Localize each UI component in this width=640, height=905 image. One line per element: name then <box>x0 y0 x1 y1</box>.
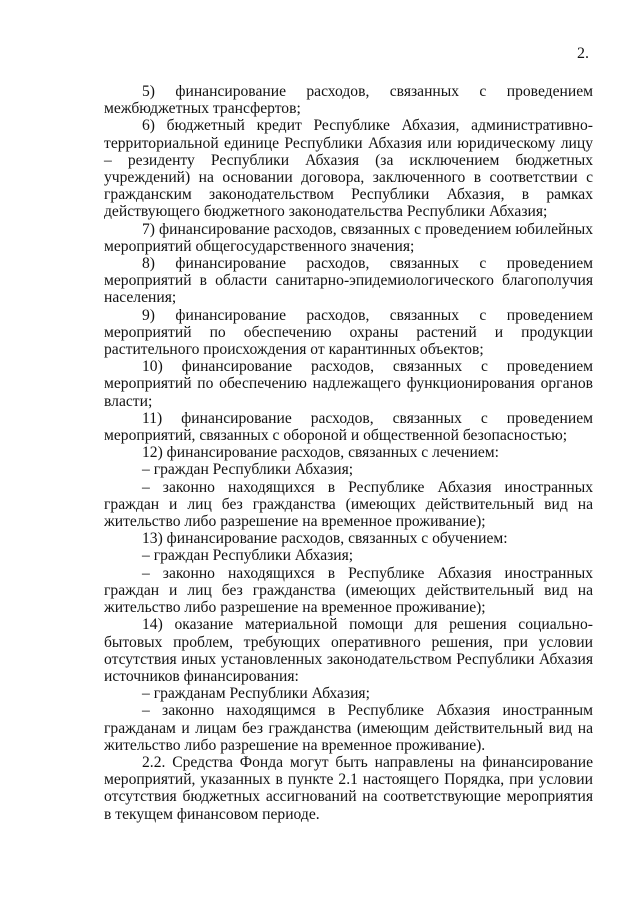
paragraph-item-8: 8) финансирование расходов, связанных с проведением мероприятий в области санитарно-эпидемиологического благополучия населения; <box>104 255 593 307</box>
page-number: 2. <box>577 45 589 62</box>
paragraph-2-2: 2.2. Средства Фонда могут быть направлены на финансирование мероприятий, указанных в пункте 2.1 настоящего Порядка, при условии отсутствия бюджетных ассигнований на соответствующие мероприятия в текущем финансовом периоде. <box>104 753 593 823</box>
paragraph-item-13: 13) финансирование расходов, связанных с обучением: <box>142 530 508 548</box>
paragraph-item-14: 14) оказание материальной помощи для решения социально-бытовых проблем, требующих оперативного решения, при условии отсутствия иных установленных законодательством Республики Абхазия источников финансирования: <box>104 616 593 685</box>
paragraph-item-9: 9) финансирование расходов, связанных с проведением мероприятий по обеспечению охраны растений и продукции растительного происхождения от карантинных объектов; <box>104 306 593 359</box>
paragraph-item-6: 6) бюджетный кредит Республике Абхазия, административно-территориальной единице Республики Абхазия или юридическому лицу – резиденту Республики Абхазия (за исключением бюджетных учреждений) на основании договора, заключенного в соответствии с гражданским законодательством Республики Абхазия, в рамках действующего бюджетного законодательства Республики Абхазия; <box>104 117 593 221</box>
paragraph-item-12-foreigners: – законно находящихся в Республике Абхазия иностранных граждан и лиц без гражданства (имеющих действительный вид на жительство либо разрешение на временное проживание); <box>104 478 593 531</box>
document-body <box>104 83 593 823</box>
paragraph-item-13-citizens: – граждан Республики Абхазия; <box>142 547 354 565</box>
paragraph-item-12: 12) финансирование расходов, связанных с лечением: <box>142 444 499 462</box>
paragraph-item-7: 7) финансирование расходов, связанных с проведением юбилейных мероприятий общегосударственного значения; <box>104 220 593 255</box>
paragraph-item-11: 11) финансирование расходов, связанных с проведением мероприятий, связанных с обороной и общественной безопасностью; <box>104 409 593 445</box>
paragraph-item-14-foreigners: – законно находящимся в Республике Абхазия иностранным гражданам и лицам без гражданства (имеющим действительный вид на жительство либо разрешение на временное проживание). <box>104 702 593 754</box>
paragraph-item-10: 10) финансирование расходов, связанных с проведением мероприятий по обеспечению надлежащего функционирования органов власти; <box>104 358 593 410</box>
paragraph-item-14-citizens: – гражданам Республики Абхазия; <box>142 685 370 703</box>
paragraph-item-5: 5) финансирование расходов, связанных с проведением межбюджетных трансфертов; <box>104 83 593 118</box>
paragraph-item-12-citizens: – граждан Республики Абхазия; <box>142 461 354 479</box>
paragraph-item-13-foreigners: – законно находящихся в Республике Абхазия иностранных граждан и лиц без гражданства (имеющих действительный вид на жительство либо разрешение на временное проживание); <box>104 564 593 617</box>
